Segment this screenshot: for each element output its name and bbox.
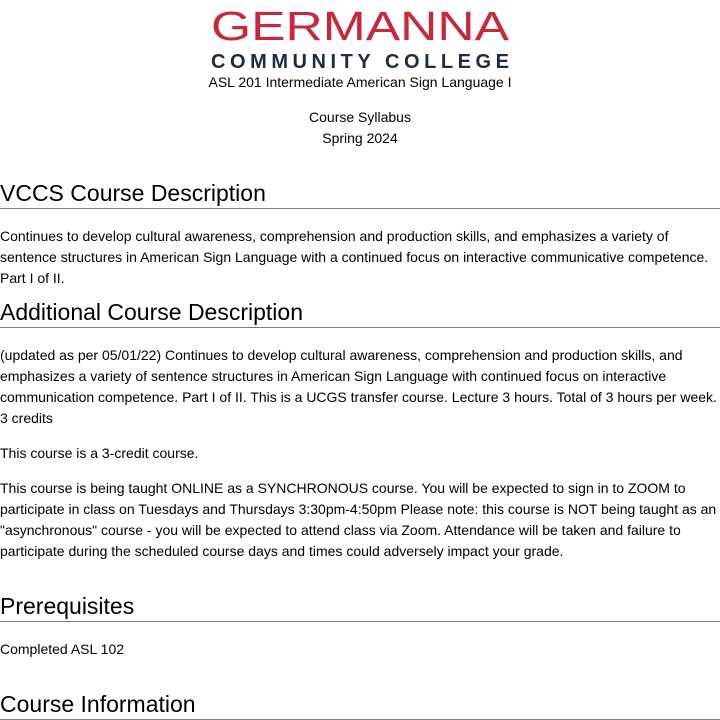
credit-note: This course is a 3-credit course.	[0, 445, 199, 461]
additional-description-text: (updated as per 05/01/22) Continues to develop cultural awareness, comprehension and production skills, and emphasizes a variety of sentence structures in American Sign Language with continued focus on interactive communication competence. Part I of II. This is a UCGS transfer course. Lecture 3 hours. Total of 3 hours per week. 3 credits	[0, 347, 717, 426]
synchronous-note: This course is being taught ONLINE as a SYNCHRONOUS course. You will be expected to sign in to ZOOM to participate in class on Tuesdays and Thursdays 3:30pm-4:50pm Please note: this course is NOT being taught as an "asynchronous" course - you will be expected to attend class via Zoom. Attendance will be taken and failure to participate during the scheduled course days and times could adversely impact your grade.	[0, 480, 717, 559]
heading-course-information: Course Information	[0, 690, 720, 720]
logo-wordmark: GERMANNA	[211, 5, 510, 49]
term: Spring 2024	[322, 130, 398, 146]
heading-prerequisites: Prerequisites	[0, 592, 720, 622]
doc-type: Course Syllabus	[309, 109, 411, 125]
heading-additional-description: Additional Course Description	[0, 298, 720, 328]
college-logo	[210, 5, 510, 69]
vccs-description-text: Continues to develop cultural awareness, comprehension and production skills, and emphasizes a variety of sentence structures in American Sign Language with a continued focus on interactive communicative competence. Part I of II.	[0, 228, 709, 286]
course-title: ASL 201 Intermediate American Sign Language I	[208, 74, 512, 90]
heading-vccs-description: VCCS Course Description	[0, 179, 720, 209]
logo-subtitle: COMMUNITY COLLEGE	[211, 51, 509, 69]
prerequisites-text: Completed ASL 102	[0, 641, 125, 657]
